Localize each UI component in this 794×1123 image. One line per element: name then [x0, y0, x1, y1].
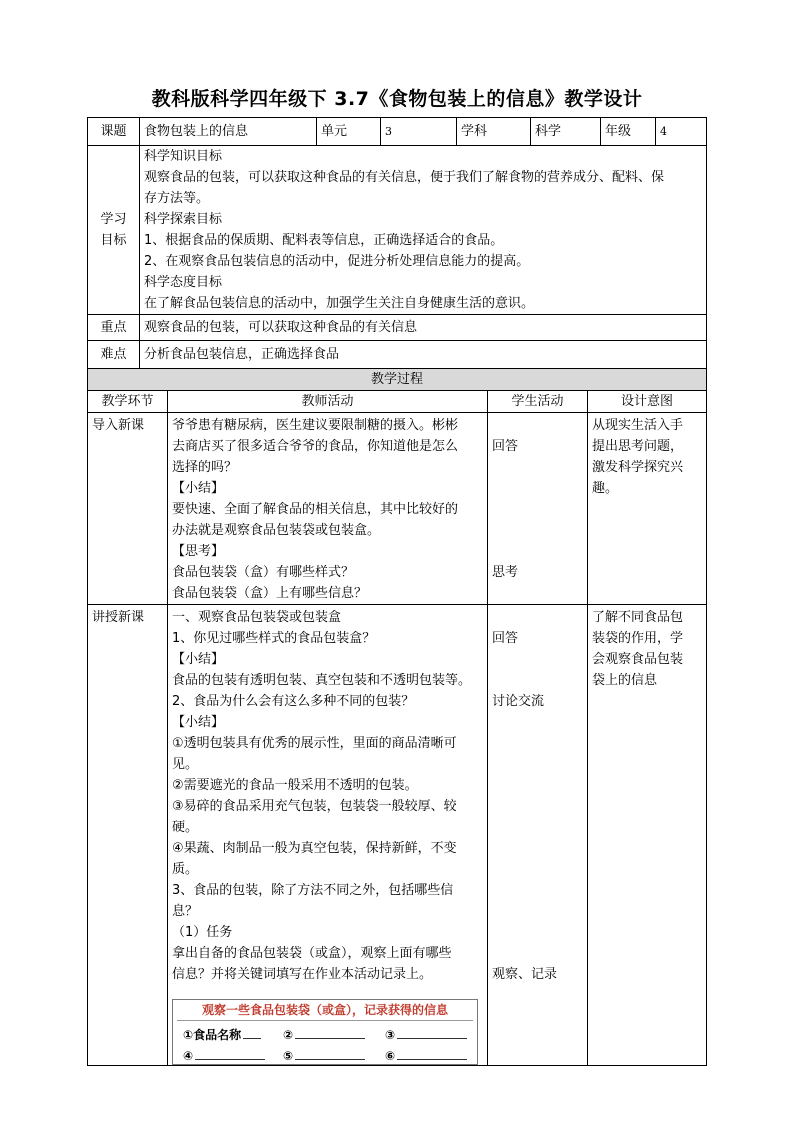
teacher-line: 3、食品的包装，除了方法不同之外，包括哪些信	[172, 883, 454, 898]
objectives-label	[88, 146, 140, 315]
objectives-content	[140, 146, 707, 315]
record-field-4	[183, 1047, 265, 1064]
teacher-activity-intro	[168, 413, 488, 605]
column-header: 教师活动	[168, 391, 488, 413]
student-activity-intro	[488, 413, 588, 605]
teacher-line: 【小结】	[172, 652, 225, 667]
teacher-line: 【小结】	[172, 481, 225, 496]
topic-label: 课题	[88, 118, 140, 146]
process-header: 教学过程	[88, 369, 707, 391]
objective-line: 2、在观察食品包装信息的活动中，促进分析处理信息能力的提高。	[144, 254, 530, 269]
objective-line: 1、根据食品的保质期、配料表等信息，正确选择适合的食品。	[144, 233, 504, 248]
lecture-row	[88, 605, 707, 1066]
record-field-label: ①食品名称	[183, 1028, 242, 1042]
teacher-line: 一、观察食品包装袋或包装盒	[172, 610, 342, 625]
design-intent-lecture	[588, 605, 707, 1066]
objectives-row	[88, 146, 707, 315]
teacher-line: 质。	[172, 862, 199, 877]
objective-line: 观察食品的包装，可以获取这种食品的有关信息，便于我们了解食物的营养成分、配料、保	[144, 170, 665, 185]
teacher-line: 【思考】	[172, 544, 225, 559]
key-point-value: 观察食品的包装，可以获取这种食品的有关信息	[140, 315, 707, 341]
record-field-label: ⑥	[385, 1049, 396, 1063]
intent-line: 会观察食品包装	[592, 652, 684, 667]
document-title: 教科版科学四年级下 3.7《食物包装上的信息》教学设计	[151, 88, 643, 110]
teacher-line: 硬。	[172, 820, 199, 835]
record-card-title: 观察一些食品包装袋（或盒），记录获得的信息	[201, 1003, 448, 1017]
intent-line: 从现实生活入手	[592, 418, 684, 433]
column-header-row	[88, 391, 707, 413]
teacher-line: ③易碎的食品采用充气包装，包装袋一般较厚、较	[172, 799, 457, 814]
intent-line: 趣。	[592, 481, 619, 496]
unit-value: 3	[381, 118, 457, 146]
intent-line: 激发科学探究兴	[592, 460, 684, 475]
difficulty-value: 分析食品包装信息，正确选择食品	[140, 341, 707, 369]
teacher-line: 【小结】	[172, 715, 225, 730]
objective-line: 科学探索目标	[144, 212, 223, 227]
teacher-line: 食品的包装有透明包装、真空包装和不透明包装等。	[172, 673, 472, 688]
record-field-5	[283, 1047, 365, 1064]
student-line: 回答	[492, 631, 519, 646]
teacher-line: 2、食品为什么会有这么多种不同的包装？	[172, 694, 415, 709]
student-line: 讨论交流	[492, 694, 545, 709]
objective-line: 存方法等。	[144, 191, 210, 206]
teacher-line: 爷爷患有糖尿病，医生建议要限制糖的摄入。彬彬	[172, 418, 459, 433]
grade-value: 4	[656, 118, 707, 146]
topic-row	[88, 118, 707, 146]
design-intent-intro	[588, 413, 707, 605]
student-line: 观察、记录	[492, 967, 558, 982]
teacher-line: 1、你见过哪些样式的食品包装盒？	[172, 631, 376, 646]
record-field-2	[283, 1026, 365, 1043]
unit-label: 单元	[317, 118, 381, 146]
process-table	[87, 368, 707, 1066]
record-field-label: ③	[385, 1028, 396, 1042]
difficulty-row	[88, 341, 707, 369]
objective-line: 科学知识目标	[144, 149, 223, 164]
teacher-line: ④果蔬、肉制品一般为真空包装，保持新鲜，不变	[172, 841, 457, 856]
teacher-line: ②需要遮光的食品一般采用不透明的包装。	[172, 778, 418, 793]
objective-line: 在了解食品包装信息的活动中，加强学生关注自身健康生活的意识。	[144, 296, 535, 311]
objectives-label-line: 学习	[100, 212, 127, 227]
objectives-label-line: 目标	[100, 233, 127, 248]
student-activity-lecture	[488, 605, 588, 1066]
grade-label: 年级	[601, 118, 656, 146]
student-line: 思考	[492, 565, 519, 580]
difficulty-label: 难点	[88, 341, 140, 369]
teacher-line: （1）任务	[172, 925, 233, 940]
record-field-3	[385, 1026, 467, 1043]
intent-line: 袋上的信息	[592, 673, 658, 688]
teacher-line: 食品包装袋（盒）上有哪些信息？	[172, 586, 368, 601]
record-card	[172, 999, 478, 1065]
teacher-line: 拿出自备的食品包装袋（或盒），观察上面有哪些	[172, 946, 452, 961]
record-field-6	[385, 1047, 467, 1064]
teacher-line: 去商店买了很多适合爷爷的食品，你知道他是怎么	[172, 439, 459, 454]
intent-line: 提出思考问题，	[592, 439, 684, 454]
intent-line: 了解不同食品包	[592, 610, 684, 625]
teacher-line: 办法就是观察食品包装袋或包装盒。	[172, 523, 381, 538]
teacher-line: ①透明包装具有优秀的展示性，里面的商品清晰可	[172, 736, 457, 751]
process-header-row	[88, 369, 707, 391]
stage-intro: 导入新课	[88, 413, 168, 605]
subject-label: 学科	[457, 118, 531, 146]
teacher-line: 息？	[172, 904, 199, 919]
column-header: 教学环节	[88, 391, 168, 413]
info-table	[87, 117, 707, 369]
key-point-row	[88, 315, 707, 341]
teacher-line: 食品包装袋（盒）有哪些样式？	[172, 565, 355, 580]
student-line: 回答	[492, 439, 519, 454]
intro-row	[88, 413, 707, 605]
key-point-label: 重点	[88, 315, 140, 341]
column-header: 学生活动	[488, 391, 588, 413]
teacher-line: 选择的吗？	[172, 460, 238, 475]
record-field-label: ⑤	[283, 1049, 294, 1063]
teacher-line: 要快速、全面了解食品的相关信息，其中比较好的	[172, 502, 459, 517]
subject-value: 科学	[531, 118, 601, 146]
record-field-label: ②	[283, 1028, 294, 1042]
teacher-line: 见。	[172, 757, 199, 772]
column-header: 设计意图	[588, 391, 707, 413]
objective-line: 科学态度目标	[144, 275, 223, 290]
stage-lecture: 讲授新课	[88, 605, 168, 1066]
teacher-activity-lecture	[168, 605, 488, 1066]
record-field-label: ④	[183, 1049, 194, 1063]
record-card-divider	[177, 1020, 473, 1021]
teacher-line: 信息？并将关键词填写在作业本活动记录上。	[172, 967, 433, 982]
intent-line: 装袋的作用，学	[592, 631, 684, 646]
topic-value: 食物包装上的信息	[140, 118, 317, 146]
record-field-1	[183, 1026, 261, 1043]
